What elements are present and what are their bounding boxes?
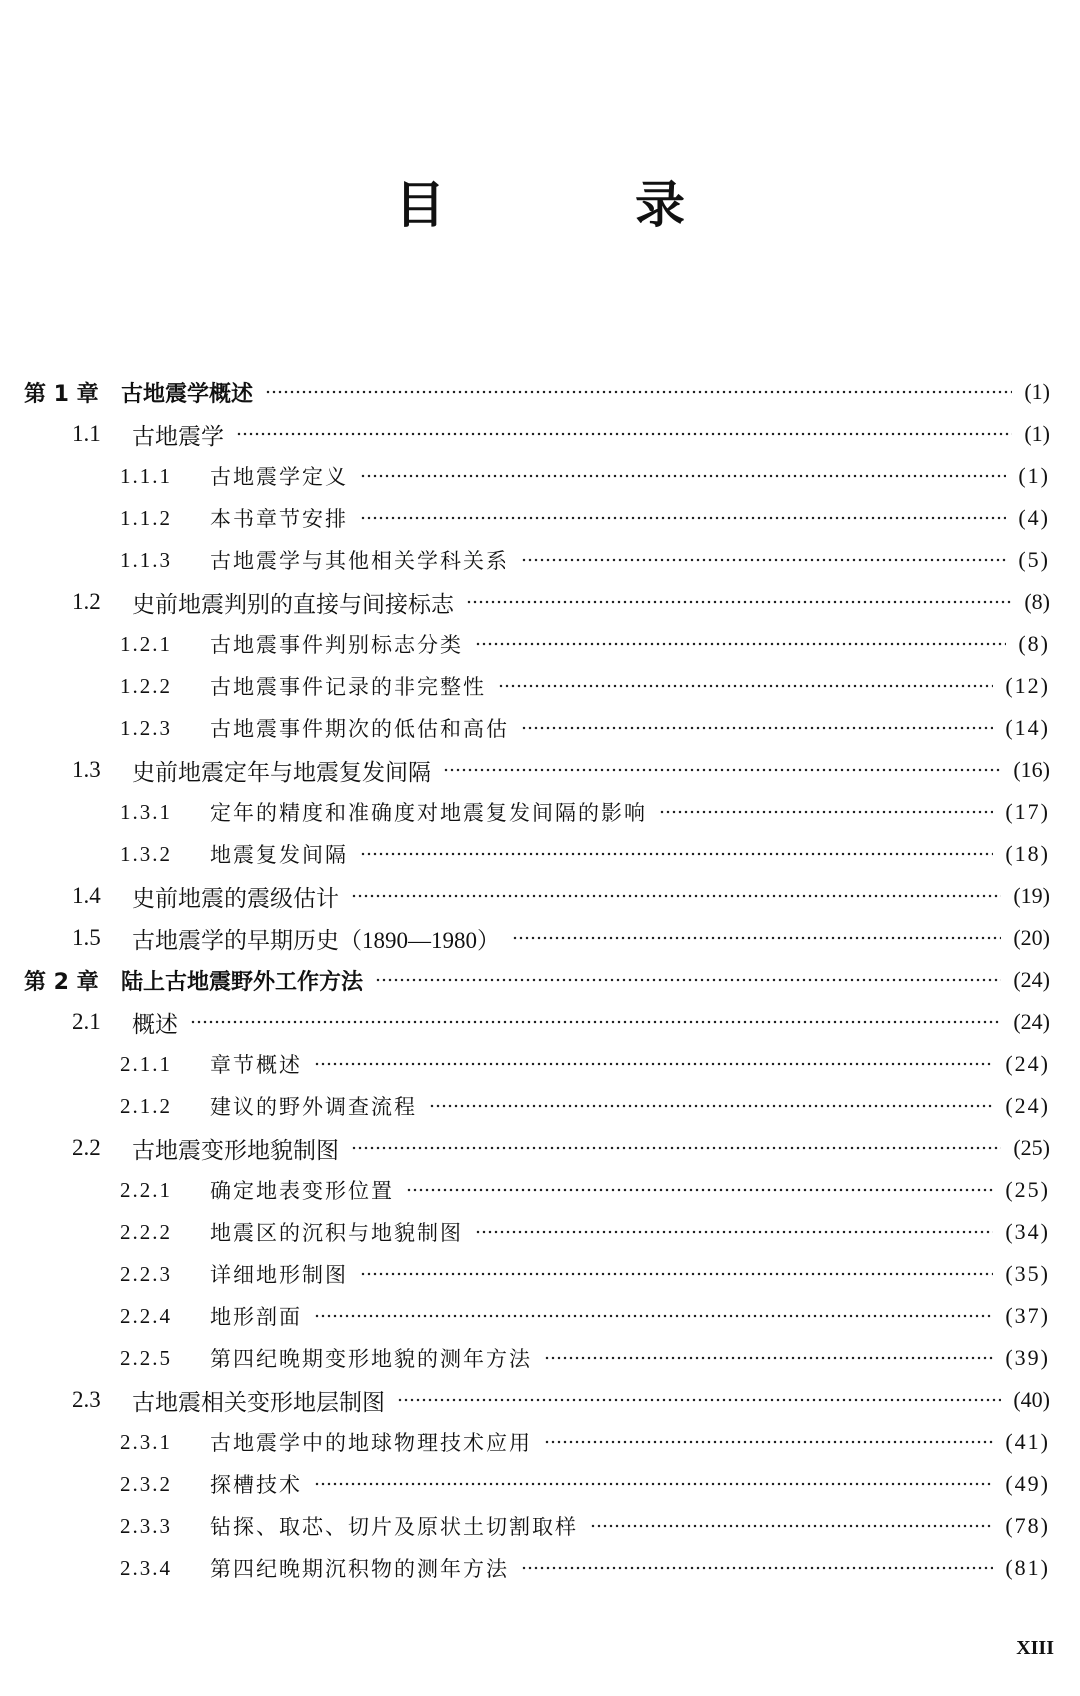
toc-subsection[interactable] [24,623,1050,665]
page-title: 目 录 [395,176,755,234]
toc-section[interactable] [24,875,1050,917]
toc-entry-title: 定年的精度和准确度对地震复发间隔的影响 [210,801,647,825]
toc-page-number: (25) [1005,1177,1050,1202]
toc-subsection[interactable] [24,1085,1050,1127]
toc-section[interactable] [24,917,1050,959]
dot-leader [475,1221,993,1243]
dot-leader [466,591,1012,613]
toc-entry-number: 1.2.2 [120,673,172,698]
dot-leader [521,717,993,739]
toc-entry-title: 古地震学与其他相关学科关系 [210,549,509,573]
toc-entry-number: 第 1 章 [24,381,99,407]
table-of-contents [24,371,1050,1589]
toc-page-number: (78) [1005,1513,1050,1538]
toc-entry-title: 第四纪晚期沉积物的测年方法 [210,1557,509,1581]
toc-subsection[interactable] [24,497,1050,539]
toc-page-number: (39) [1005,1345,1050,1370]
toc-page-number: (81) [1005,1555,1050,1580]
toc-subsection[interactable] [24,1169,1050,1211]
toc-entry-title: 地形剖面 [210,1305,302,1329]
toc-entry-title: 古地震相关变形地层制图 [132,1389,385,1415]
toc-page-number: (24) [1005,1093,1050,1118]
toc-entry-title: 地震区的沉积与地貌制图 [210,1221,463,1245]
toc-entry-number: 2.2.4 [120,1303,172,1328]
toc-subsection[interactable] [24,833,1050,875]
toc-entry-title: 探槽技术 [210,1473,302,1497]
toc-subsection[interactable] [24,791,1050,833]
toc-entry-title: 古地震事件期次的低估和高估 [210,717,509,741]
toc-page-number: (37) [1005,1303,1050,1328]
toc-section[interactable] [24,413,1050,455]
dot-leader [397,1389,1001,1411]
toc-entry-title: 陆上古地震野外工作方法 [121,969,364,995]
toc-entry-title: 古地震学 [132,423,224,449]
dot-leader [360,843,993,865]
toc-entry-number: 2.3 [72,1387,101,1412]
toc-subsection[interactable] [24,707,1050,749]
dot-leader [659,801,993,823]
toc-page-number: (49) [1005,1471,1050,1496]
dot-leader [351,1137,1001,1159]
toc-entry-number: 2.3.3 [120,1513,172,1538]
dot-leader [512,927,1001,949]
toc-entry-number: 2.2.2 [120,1219,172,1244]
toc-page-number: (1) [1024,379,1050,404]
toc-entry-number: 2.2 [72,1135,101,1160]
dot-leader [360,465,1006,487]
toc-subsection[interactable] [24,539,1050,581]
toc-subsection[interactable] [24,1421,1050,1463]
toc-entry-title: 史前地震定年与地震复发间隔 [132,759,431,785]
toc-entry-title: 建议的野外调查流程 [210,1095,417,1119]
toc-page-number: (24) [1005,1051,1050,1076]
toc-section[interactable] [24,1379,1050,1421]
toc-entry-title: 古地震学定义 [210,465,348,489]
toc-entry-number: 1.1 [72,421,101,446]
dot-leader [314,1473,993,1495]
toc-page-number: (20) [1013,925,1050,950]
dot-leader [521,549,1006,571]
toc-entry-number: 2.1 [72,1009,101,1034]
toc-entry-number: 1.3.2 [120,841,172,866]
toc-entry-title: 古地震学概述 [121,381,254,407]
toc-section[interactable] [24,1001,1050,1043]
toc-entry-title: 确定地表变形位置 [210,1179,394,1203]
toc-entry-title: 概述 [132,1011,178,1037]
dot-leader [406,1179,993,1201]
dot-leader [375,969,1001,991]
dot-leader [265,381,1012,403]
dot-leader [314,1305,993,1327]
toc-entry-title: 详细地形制图 [210,1263,348,1287]
toc-entry-number: 1.4 [72,883,101,908]
toc-entry-number: 1.1.1 [120,463,172,488]
toc-page-number: (40) [1013,1387,1050,1412]
dot-leader [544,1431,993,1453]
toc-entry-title: 古地震事件记录的非完整性 [210,675,486,699]
toc-entry-number: 2.1.2 [120,1093,172,1118]
toc-page-number: (19) [1013,883,1050,908]
toc-entry-title: 第四纪晚期变形地貌的测年方法 [210,1347,532,1371]
toc-entry-title: 本书章节安排 [210,507,348,531]
dot-leader [236,423,1012,445]
toc-entry-number: 2.1.1 [120,1051,172,1076]
toc-entry-number: 2.2.1 [120,1177,172,1202]
dot-leader [314,1053,993,1075]
dot-leader [360,1263,993,1285]
toc-page-number: (8) [1018,631,1050,656]
toc-page-number: (25) [1013,1135,1050,1160]
toc-page-number: (4) [1018,505,1050,530]
toc-page-number: (5) [1018,547,1050,572]
toc-page-number: (16) [1013,757,1050,782]
toc-subsection[interactable] [24,1295,1050,1337]
toc-subsection[interactable] [24,1337,1050,1379]
dot-leader [190,1011,1001,1033]
toc-subsection[interactable] [24,1043,1050,1085]
toc-page-number: (1) [1024,421,1050,446]
toc-page-number: (24) [1013,967,1050,992]
toc-entry-number: 1.1.3 [120,547,172,572]
toc-section[interactable] [24,749,1050,791]
toc-entry-number: 1.3.1 [120,799,172,824]
toc-entry-number: 1.2.3 [120,715,172,740]
toc-section[interactable] [24,1127,1050,1169]
toc-chapter[interactable] [24,959,1050,1001]
dot-leader [443,759,1001,781]
toc-entry-number: 2.2.3 [120,1261,172,1286]
toc-entry-number: 第 2 章 [24,969,99,995]
toc-page-number: (14) [1005,715,1050,740]
toc-subsection[interactable] [24,455,1050,497]
toc-entry-number: 1.2 [72,589,101,614]
dot-leader [351,885,1001,907]
toc-entry-title: 地震复发间隔 [210,843,348,867]
toc-page-number: (41) [1005,1429,1050,1454]
toc-page-number: (17) [1005,799,1050,824]
dot-leader [590,1515,993,1537]
toc-entry-number: 2.3.1 [120,1429,172,1454]
toc-entry-title: 钻探、取芯、切片及原状土切割取样 [210,1515,578,1539]
toc-entry-title: 古地震学的早期历史（1890—1980） [132,927,500,953]
toc-page-number: (18) [1005,841,1050,866]
toc-entry-title: 古地震学中的地球物理技术应用 [210,1431,532,1455]
dot-leader [429,1095,993,1117]
toc-entry-title: 史前地震判别的直接与间接标志 [132,591,454,617]
toc-entry-number: 1.2.1 [120,631,172,656]
toc-page-number: (1) [1018,463,1050,488]
toc-entry-number: 2.3.4 [120,1555,172,1580]
toc-entry-number: 1.3 [72,757,101,782]
toc-page-number: (24) [1013,1009,1050,1034]
toc-subsection[interactable] [24,665,1050,707]
toc-subsection[interactable] [24,1211,1050,1253]
toc-page-number: (34) [1005,1219,1050,1244]
toc-entry-number: 2.3.2 [120,1471,172,1496]
toc-subsection[interactable] [24,1253,1050,1295]
dot-leader [544,1347,993,1369]
page-number: XIII [1016,1637,1054,1659]
dot-leader [498,675,993,697]
toc-subsection[interactable] [24,1463,1050,1505]
dot-leader [360,507,1006,529]
dot-leader [521,1557,993,1579]
toc-page-number: (12) [1005,673,1050,698]
toc-section[interactable] [24,581,1050,623]
toc-entry-number: 1.1.2 [120,505,172,530]
dot-leader [475,633,1006,655]
toc-entry-title: 古地震变形地貌制图 [132,1137,339,1163]
toc-subsection[interactable] [24,1547,1050,1589]
toc-subsection[interactable] [24,1505,1050,1547]
toc-page-number: (8) [1024,589,1050,614]
toc-entry-title: 史前地震的震级估计 [132,885,339,911]
toc-entry-title: 古地震事件判别标志分类 [210,633,463,657]
toc-entry-title: 章节概述 [210,1053,302,1077]
toc-entry-number: 2.2.5 [120,1345,172,1370]
toc-page-number: (35) [1005,1261,1050,1286]
toc-chapter[interactable] [24,371,1050,413]
toc-entry-number: 1.5 [72,925,101,950]
